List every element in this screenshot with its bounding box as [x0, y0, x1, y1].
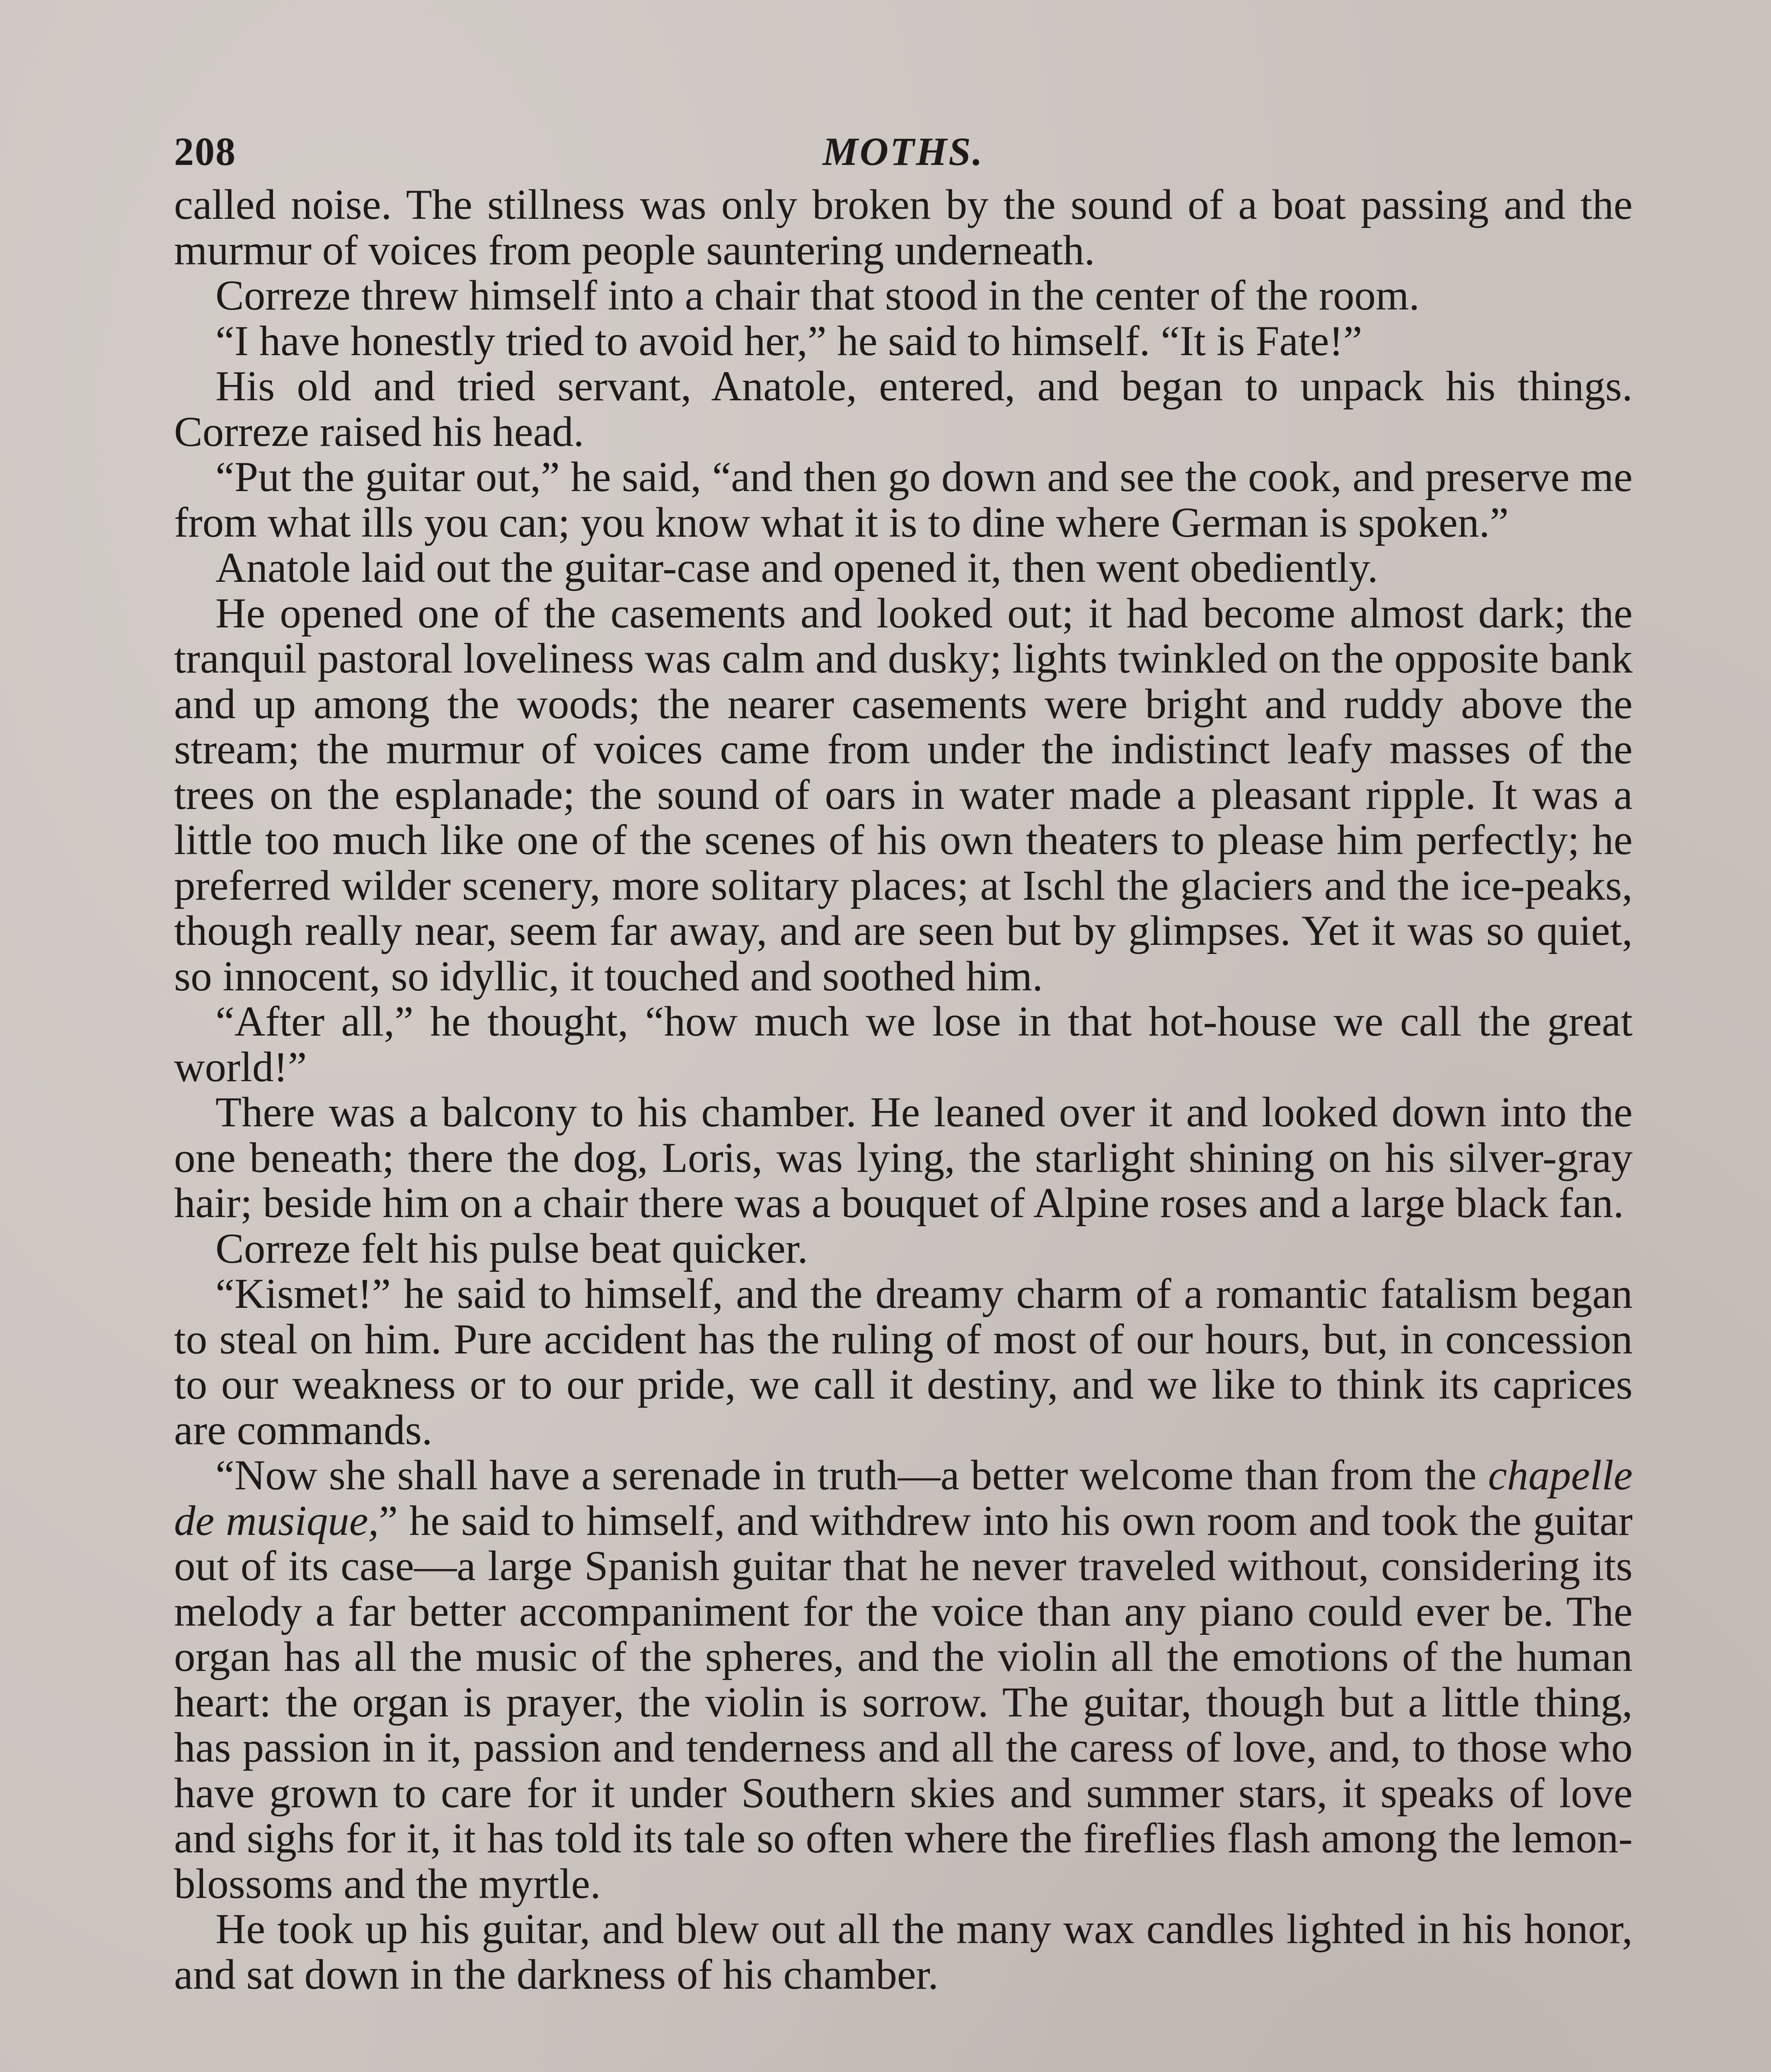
- paragraph: He took up his guitar, and blew out all the many wax candles lighted in his honor, and sat down in the darkness of his chamber.: [174, 1905, 1633, 1998]
- paragraph: Correze felt his pulse beat quicker.: [215, 1225, 808, 1272]
- paragraph: He opened one of the casements and looked out; it had become almost dark; the tranquil pastoral loveliness was calm and dusky; lights twinkled on the opposite bank and up among the woods; the nearer casements were bright and ruddy above the stream; the murmur of voices came from under the indistinct leafy masses of the trees on the esplanade; the sound of oars in water made a pleasant ripple. It was a little too much like one of the scenes of his own theaters to please him perfectly; he preferred wilder scenery, more solitary places; at Ischl the glaciers and the ice-peaks, though really near, seem far away, and are seen but by glimpses. Yet it was so quiet, so innocent, so idyllic, it touched and soothed him.: [174, 589, 1633, 1000]
- running-head: MOTHS.: [823, 129, 984, 174]
- paragraph-text: “Now she shall have a serenade in truth—a better welcome than from the: [215, 1452, 1477, 1499]
- page-number: 208: [174, 129, 236, 174]
- book-page: [174, 120, 1633, 2072]
- paragraph: “Kismet!” he said to himself, and the dreamy charm of a romantic fatalism began to steal on him. Pure accident has the ruling of most of our hours, but, in concession to our weakness or to our pride, we call it destiny, and we like to think its caprices are commands.: [174, 1270, 1633, 1454]
- paragraph: Correze threw himself into a chair that stood in the center of the room.: [215, 272, 1420, 319]
- page-header: [174, 120, 1633, 182]
- paragraph: “Put the guitar out,” he said, “and then go down and see the cook, and preserve me from what ills you can; you know what it is to dine where German is spoken.”: [174, 453, 1633, 546]
- italic-phrase: chapelle de musique,: [174, 1452, 1633, 1544]
- paragraph: [174, 1453, 1633, 1907]
- paragraph: Anatole laid out the guitar-case and opened it, then went obediently.: [215, 544, 1378, 591]
- paragraph: His old and tried servant, Anatole, entered, and began to unpack his things. Correze raised his head.: [174, 363, 1633, 455]
- paragraph: “I have honestly tried to avoid her,” he said to himself. “It is Fate!”: [215, 317, 1362, 365]
- body-text: [174, 182, 1633, 1997]
- paragraph: “After all,” he thought, “how much we lose in that hot-house we call the great world!”: [174, 998, 1633, 1091]
- paragraph: called noise. The stillness was only broken by the sound of a boat passing and the murmur of voices from people sauntering underneath.: [174, 181, 1633, 274]
- paragraph-text: ” he said to himself, and withdrew into his own room and took the guitar out of its case—a large Spanish guitar that he never traveled without, considering its melody a far better accompaniment for the voice than any piano could ever be. The organ has all the music of the spheres, and the violin all the emotions of the human heart: the organ is prayer, the violin is sorrow. The guitar, though but a little thing, has passion in it, passion and tenderness and all the caress of love, and, to those who have grown to care for it under Southern skies and summer stars, it speaks of love and sighs for it, it has told its tale so often where the fireflies flash among the lemon-blossoms and the myrtle.: [174, 1497, 1633, 1907]
- paragraph: There was a balcony to his chamber. He leaned over it and looked down into the one beneath; there the dog, Loris, was lying, the starlight shining on his silver-gray hair; beside him on a chair there was a bouquet of Alpine roses and a large black fan.: [174, 1089, 1633, 1227]
